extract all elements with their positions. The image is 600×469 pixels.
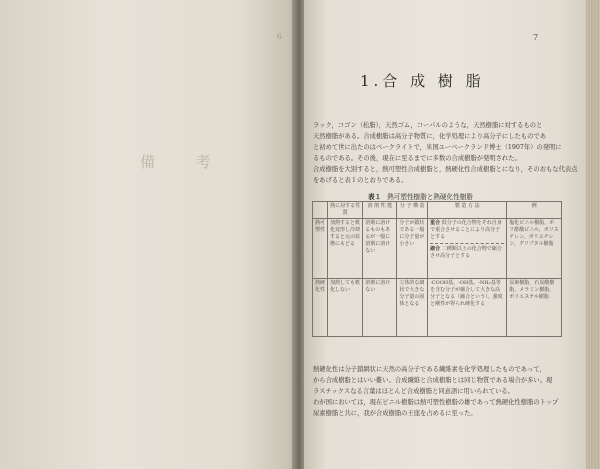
table-header: 溶 剤 性 能	[363, 202, 397, 219]
method-entry	[430, 220, 504, 241]
outro-paragraph	[313, 364, 558, 419]
method-text: 二種類以上の化合物で縮合させ高分子とする	[430, 246, 502, 259]
method-entry	[430, 243, 504, 260]
table-header-row	[313, 202, 562, 219]
table-cell: 分子が鎖状である一般に分子量が小さい	[397, 219, 428, 279]
table-cell	[428, 279, 507, 337]
table-header	[313, 202, 328, 219]
table-header: 分 子 構 造	[397, 202, 428, 219]
table-cell: 溶剤に溶けない	[363, 279, 397, 337]
text-line: 熱硬化性は分子鎖網状に天然の高分子である繊維素を化学処理したものであって，	[313, 366, 546, 373]
text-line: 天然樹脂がある。合成樹脂は高分子物質に，化学処理により高分子にしたものであ	[313, 133, 546, 140]
table-cell: 尿素樹脂，石炭酸樹脂，メラミン樹脂，ポリエステル樹脂	[507, 279, 562, 337]
table-cell: 溶剤に溶けるものもあるが一般に溶剤に溶けない	[363, 219, 397, 279]
table-cell: 立体的な網状で大きな分子量の固体となる	[397, 279, 428, 337]
table-caption	[368, 191, 473, 201]
table-row	[313, 279, 562, 337]
text-line: をあげると表１のとおりである。	[313, 177, 408, 184]
method-entry	[430, 280, 504, 308]
table-row	[313, 219, 562, 279]
table-cell	[428, 219, 507, 279]
row-group-label: 熱硬化性	[313, 279, 328, 337]
table-cell: 加熱しても軟化しない	[328, 279, 363, 337]
intro-paragraph	[313, 120, 577, 186]
chapter-title: 1.合 成 樹 脂	[360, 72, 485, 90]
table-number: 表１	[368, 193, 382, 201]
method-text: 低分子の化合物をそれ自身で重合させることにより高分子とする	[430, 220, 502, 240]
text-line: るものである。その後，現在に至るまでに多数の合成樹脂が発明された。	[313, 155, 521, 162]
table-header: 製 造 方 法	[428, 202, 507, 219]
table-header: 熱に対する性質	[328, 202, 363, 219]
table-cell: 加熱すると軟化変形し冷却すると元の状態にもどる	[328, 219, 363, 279]
text-line: 合成樹脂を大別すると，熱可塑性合成樹脂と，熱硬化性合成樹脂とになり，そのおもな代表点	[313, 166, 578, 173]
page-edges	[586, 0, 600, 469]
text-line: 尿素樹脂と共に，我が合成樹脂の王座を占めるに至った。	[313, 410, 477, 417]
text-line: ラスチックスなる言葉はほとんど合成樹脂と同意語に用いられている。	[313, 388, 514, 395]
text-line: から合成樹脂とはいい難い。合成繊維と合成樹脂とは同じ物質である場合が多い。現	[313, 377, 553, 384]
method-text: -COOH基，-OH基，-NH₂基等を含む分子が縮合して大きな高分子となる（縮合という）。強度と剛性が得られ硬化する	[430, 280, 503, 307]
text-line: と初めて世に出たのはベークライトで，米国ユーベークランド博士（1907年）の発明に	[313, 144, 562, 151]
text-line: わが国においては，現在ビニル樹脂は熱可塑性樹脂の雄であって熱硬化性樹脂のトップ	[313, 399, 559, 406]
method-label: 縮合	[430, 246, 441, 252]
resin-comparison-table	[312, 201, 562, 337]
table-title: 熱可塑性樹脂と熱硬化性樹脂	[387, 193, 473, 201]
method-label: 重合	[430, 220, 441, 226]
row-group-label: 熱可塑性	[313, 219, 328, 279]
bleed-through-text: 備 考	[140, 153, 229, 171]
right-page-number: 7	[533, 33, 539, 42]
text-line: ラック，コゴン（松脂），天然ゴム，コーパルのような，天然樹脂に対するものと	[313, 122, 543, 129]
left-page-number: 6	[277, 33, 282, 41]
table-cell: 塩化ビニル樹脂，ポリ酢酸ビニル，ポリスチレン，ポリエチレン，グリプタル樹脂	[507, 219, 562, 279]
table-header: 例	[507, 202, 562, 219]
